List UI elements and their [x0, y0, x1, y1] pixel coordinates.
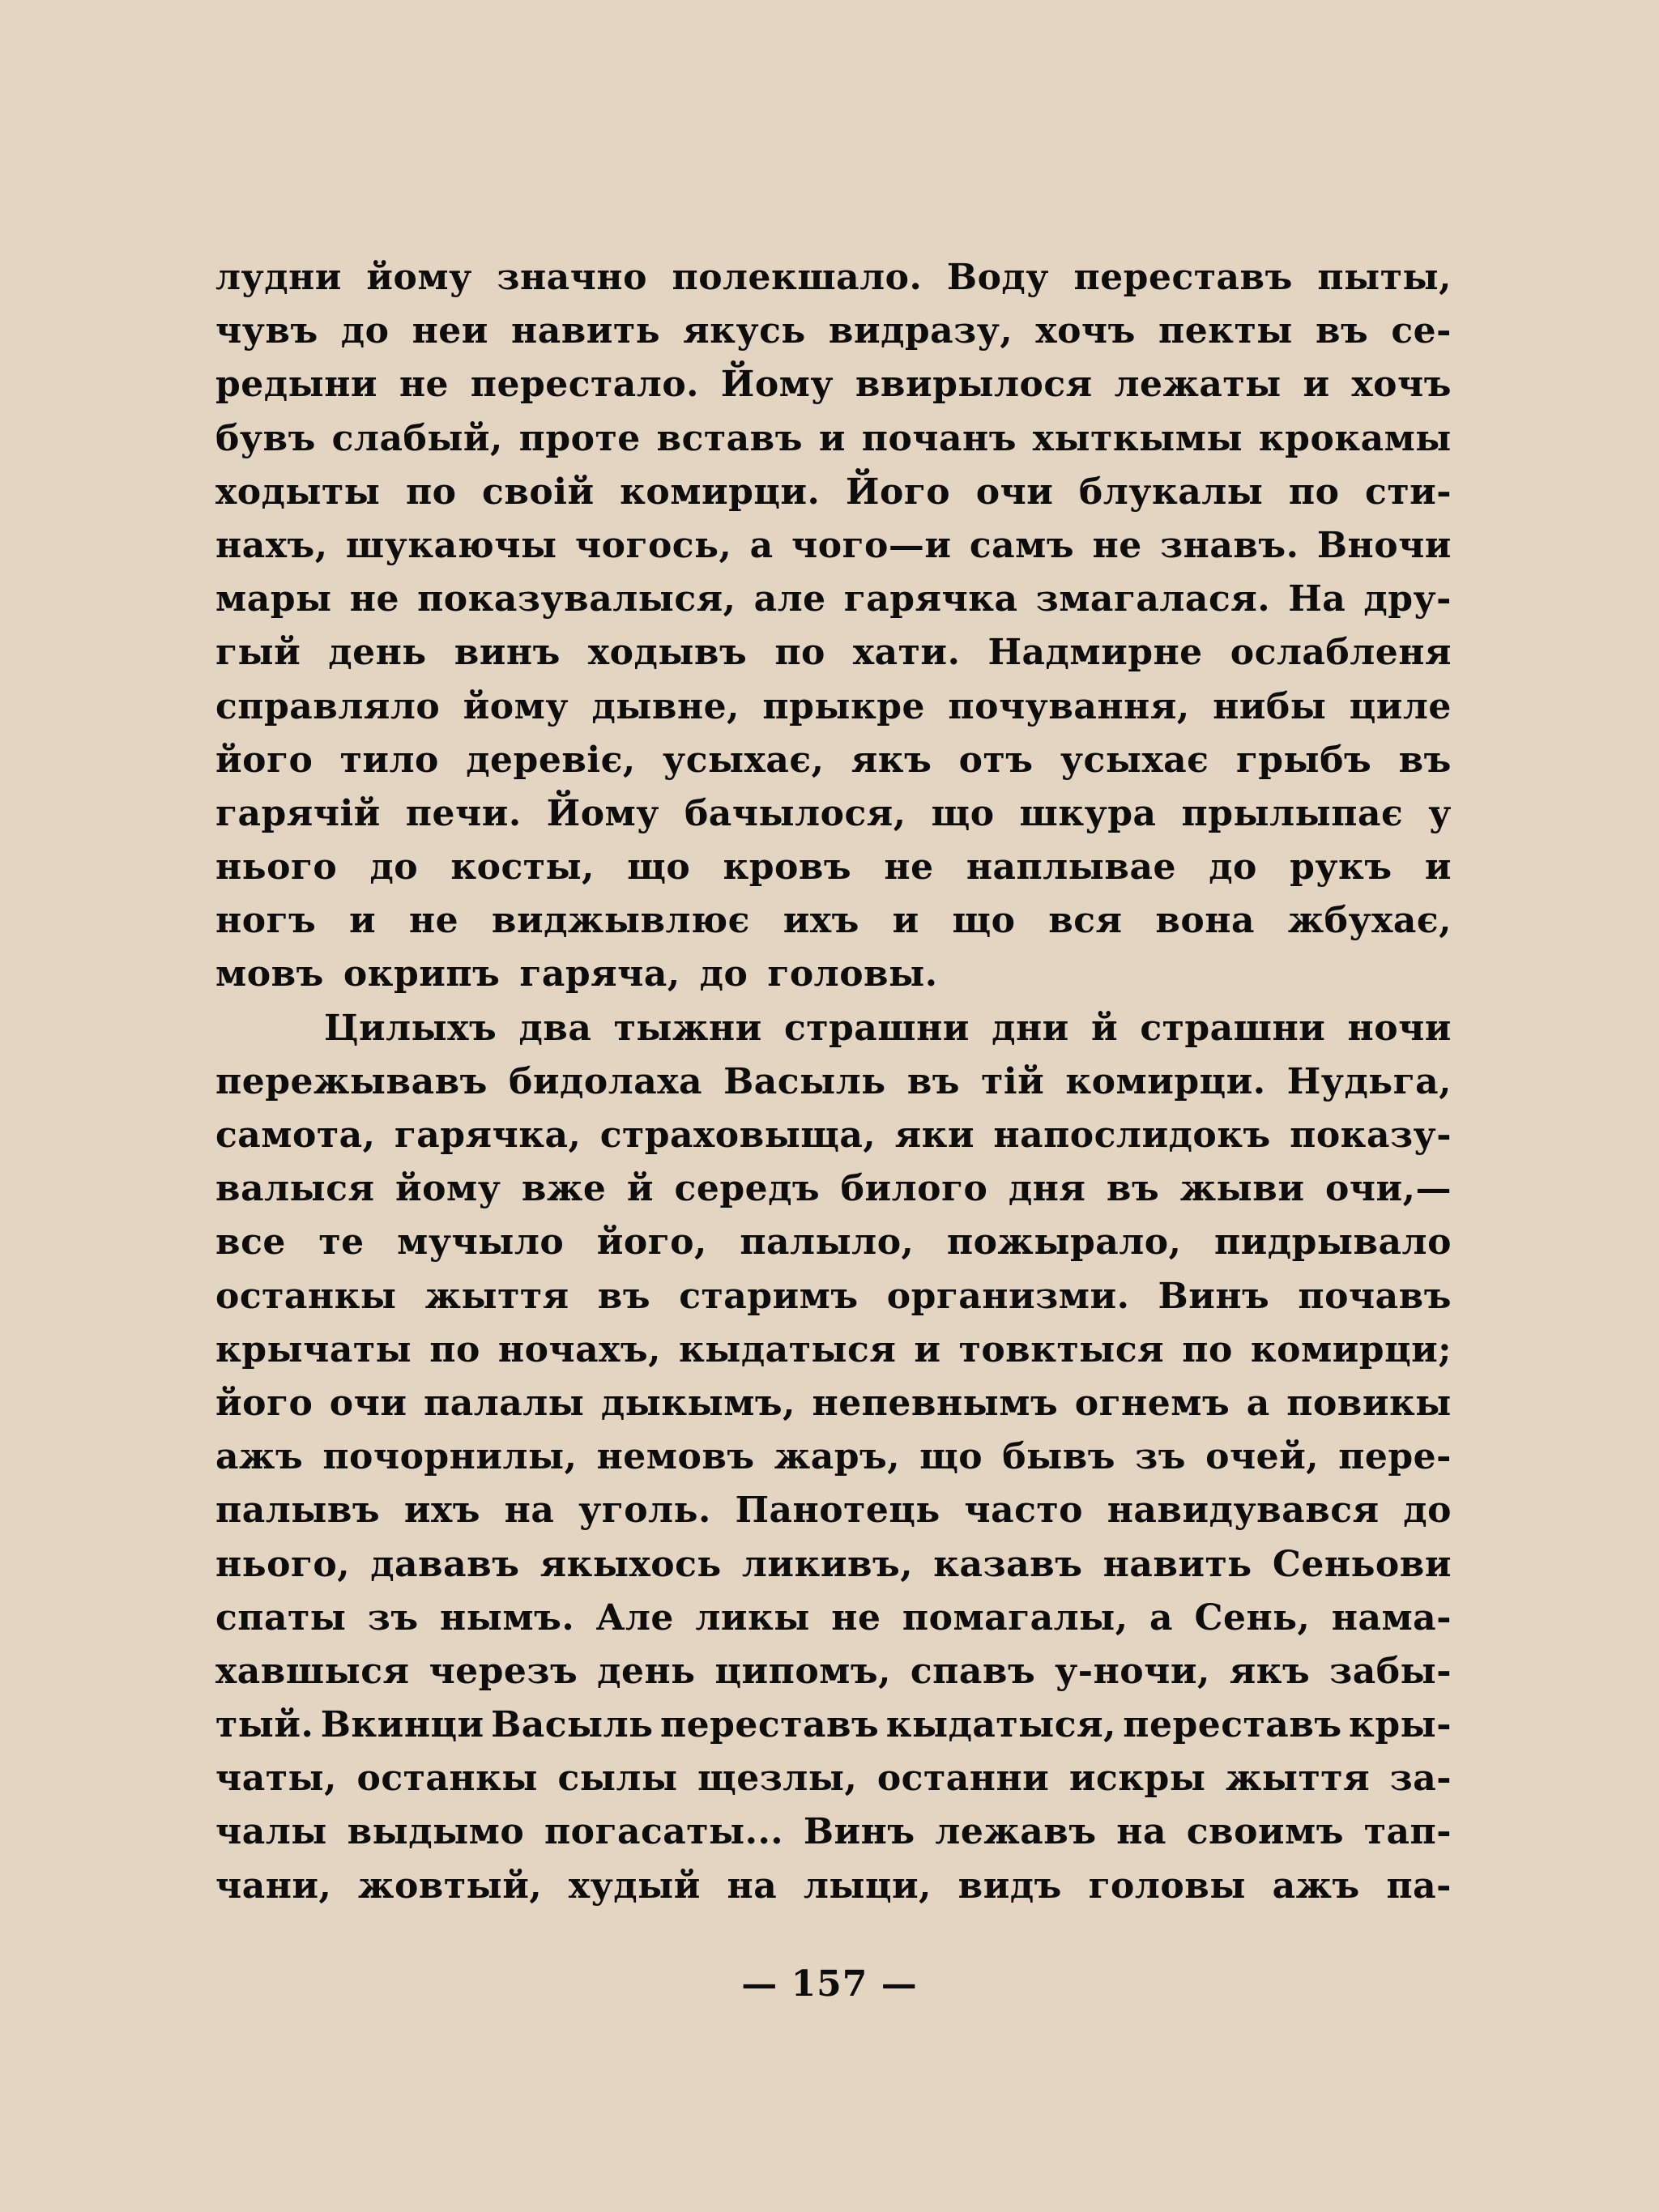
- text-line: чани, жовтый, худый на лыци, видъ головы ажъ па-: [215, 1865, 1452, 1907]
- text-line: його очи палалы дыкымъ, непевнымъ огнемъ а повикы: [215, 1382, 1452, 1424]
- text-line: мары не показувалыся, але гарячка змагалася. На дру-: [215, 578, 1452, 620]
- text-line: ходыты по своій комирци. Його очи блукалы по сти-: [215, 471, 1452, 513]
- text-line: редыни не перестало. Йому ввирылося лежаты и хочъ: [215, 364, 1452, 406]
- text-line: хавшыся черезъ день ципомъ, спавъ у-ночи, якъ забы-: [215, 1650, 1452, 1692]
- paragraph: [215, 1002, 1452, 1913]
- text-line: нього до косты, що кровъ не наплывае до рукъ и: [215, 846, 1452, 889]
- text-line: спаты зъ нымъ. Але ликы не помагалы, а Сень, нама-: [215, 1596, 1452, 1639]
- text-line: тый. Вкинци Васыль переставъ кыдатыся, переставъ кры-: [215, 1704, 1452, 1746]
- text-line: валыся йому вже й середъ билого дня въ жыви очи,—: [215, 1168, 1452, 1210]
- text-line: ногъ и не виджывлює ихъ и що вся вона жбухає,: [215, 900, 1452, 942]
- text-line: його тило деревіє, усыхає, якъ отъ усыхає грыбъ въ: [215, 739, 1452, 781]
- text-line: нахъ, шукаючы чогось, а чого—и самъ не знавъ. Вночи: [215, 524, 1452, 566]
- text-line: чаты, останкы сылы щезлы, останни искры жыття за-: [215, 1758, 1452, 1800]
- text-line: пережывавъ бидолаха Васыль въ тій комирци. Нудьга,: [215, 1060, 1452, 1102]
- text-line: ажъ почорнилы, немовъ жаръ, що бывъ зъ очей, пере-: [215, 1436, 1452, 1478]
- text-line: чалы выдымо погасаты... Винъ лежавъ на своимъ тап-: [215, 1811, 1452, 1853]
- text-line: бувъ слабый, проте вставъ и почанъ хыткымы крокамы: [215, 417, 1452, 459]
- text-line: нього, дававъ якыхось ликивъ, казавъ навить Сеньови: [215, 1543, 1452, 1585]
- text-line: мовъ окрипъ гаряча, до головы.: [215, 953, 938, 995]
- text-line: справляло йому дывне, прыкре почування, нибы циле: [215, 685, 1452, 727]
- text-line: крычаты по ночахъ, кыдатыся и товктыся по комирци;: [215, 1328, 1452, 1370]
- text-line: палывъ ихъ на уголь. Панотець часто навидувався до: [215, 1490, 1452, 1532]
- page-number: — 157 —: [741, 1963, 918, 2005]
- text-line: гарячій печи. Йому бачылося, що шкура прылыпає у: [215, 792, 1452, 834]
- text-line: чувъ до неи навить якусь видразу, хочъ пекты въ се-: [215, 310, 1452, 352]
- text-line: останкы жыття въ старимъ организми. Винъ почавъ: [215, 1275, 1452, 1317]
- text-line: Цилыхъ два тыжни страшни дни й страшни ночи: [324, 1007, 1452, 1049]
- text-line: самота, гарячка, страховыща, яки напослидокъ показу-: [215, 1115, 1452, 1156]
- page-body: [215, 251, 1452, 1913]
- text-line: лудни йому значно полекшало. Воду переставъ пыты,: [215, 257, 1452, 298]
- paragraph: [215, 251, 1452, 1002]
- text-line: гый день винъ ходывъ по хати. Надмирне ослабленя: [215, 632, 1452, 674]
- text-line: все те мучыло його, палыло, пожырало, пидрывало: [215, 1221, 1452, 1264]
